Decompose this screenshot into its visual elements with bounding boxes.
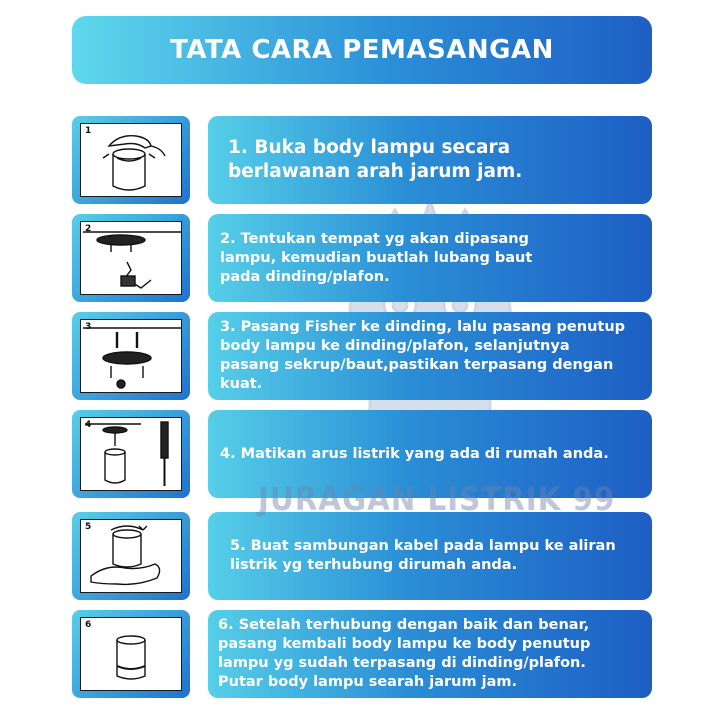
- step-4-text: 4. Matikan arus listrik yang ada di rumah anda.: [220, 445, 609, 462]
- step-6-text: 6. Setelah terhubung dengan baik dan benar, pasang kembali body lampu ke body penutup lampu yg sudah terpasang di dinding/plafon. Putar body lampu searah jarum jam.: [218, 617, 591, 690]
- step-5-illustration: 5: [72, 512, 190, 600]
- hand-opening-lamp-icon: [81, 124, 183, 198]
- step-5-text: 5. Buat sambungan kabel pada lampu ke aliran listrik yg terhubung dirumah anda.: [230, 538, 616, 573]
- installed-lamp-icon: [81, 618, 183, 692]
- step-2-text: 2. Tentukan tempat yg akan dipasang lampu, kemudian buatlah lubang baut pada dinding/plafon.: [220, 230, 533, 285]
- page-title: TATA CARA PEMASANGAN: [170, 35, 554, 65]
- step-3-text: 3. Pasang Fisher ke dinding, lalu pasang penutup body lampu ke dinding/plafon, selanjutnya pasang sekrup/baut,pastikan terpasang dengan kuat.: [220, 319, 626, 392]
- step-6-illustration: 6: [72, 610, 190, 698]
- step-2-card: [208, 214, 652, 302]
- title-banner: [72, 16, 652, 84]
- step-1-text: 1. Buka body lampu secara berlawanan arah jarum jam.: [228, 137, 523, 182]
- step-6-card: [208, 610, 652, 698]
- step-2-illustration: 2: [72, 214, 190, 302]
- step-4-illustration: 4: [72, 410, 190, 498]
- step-3-illustration: 3: [72, 312, 190, 400]
- lamp-and-screwdriver-icon: [81, 418, 183, 492]
- brand-watermark: JURAGAN LISTRIK 99: [258, 480, 616, 518]
- step-1-card: [208, 116, 652, 204]
- drilling-ceiling-icon: [81, 222, 183, 296]
- screwing-cover-icon: [81, 320, 183, 394]
- hand-twisting-lamp-icon: [81, 520, 183, 594]
- step-3-card: [208, 312, 652, 400]
- step-1-illustration: 1: [72, 116, 190, 204]
- step-5-card: [208, 512, 652, 600]
